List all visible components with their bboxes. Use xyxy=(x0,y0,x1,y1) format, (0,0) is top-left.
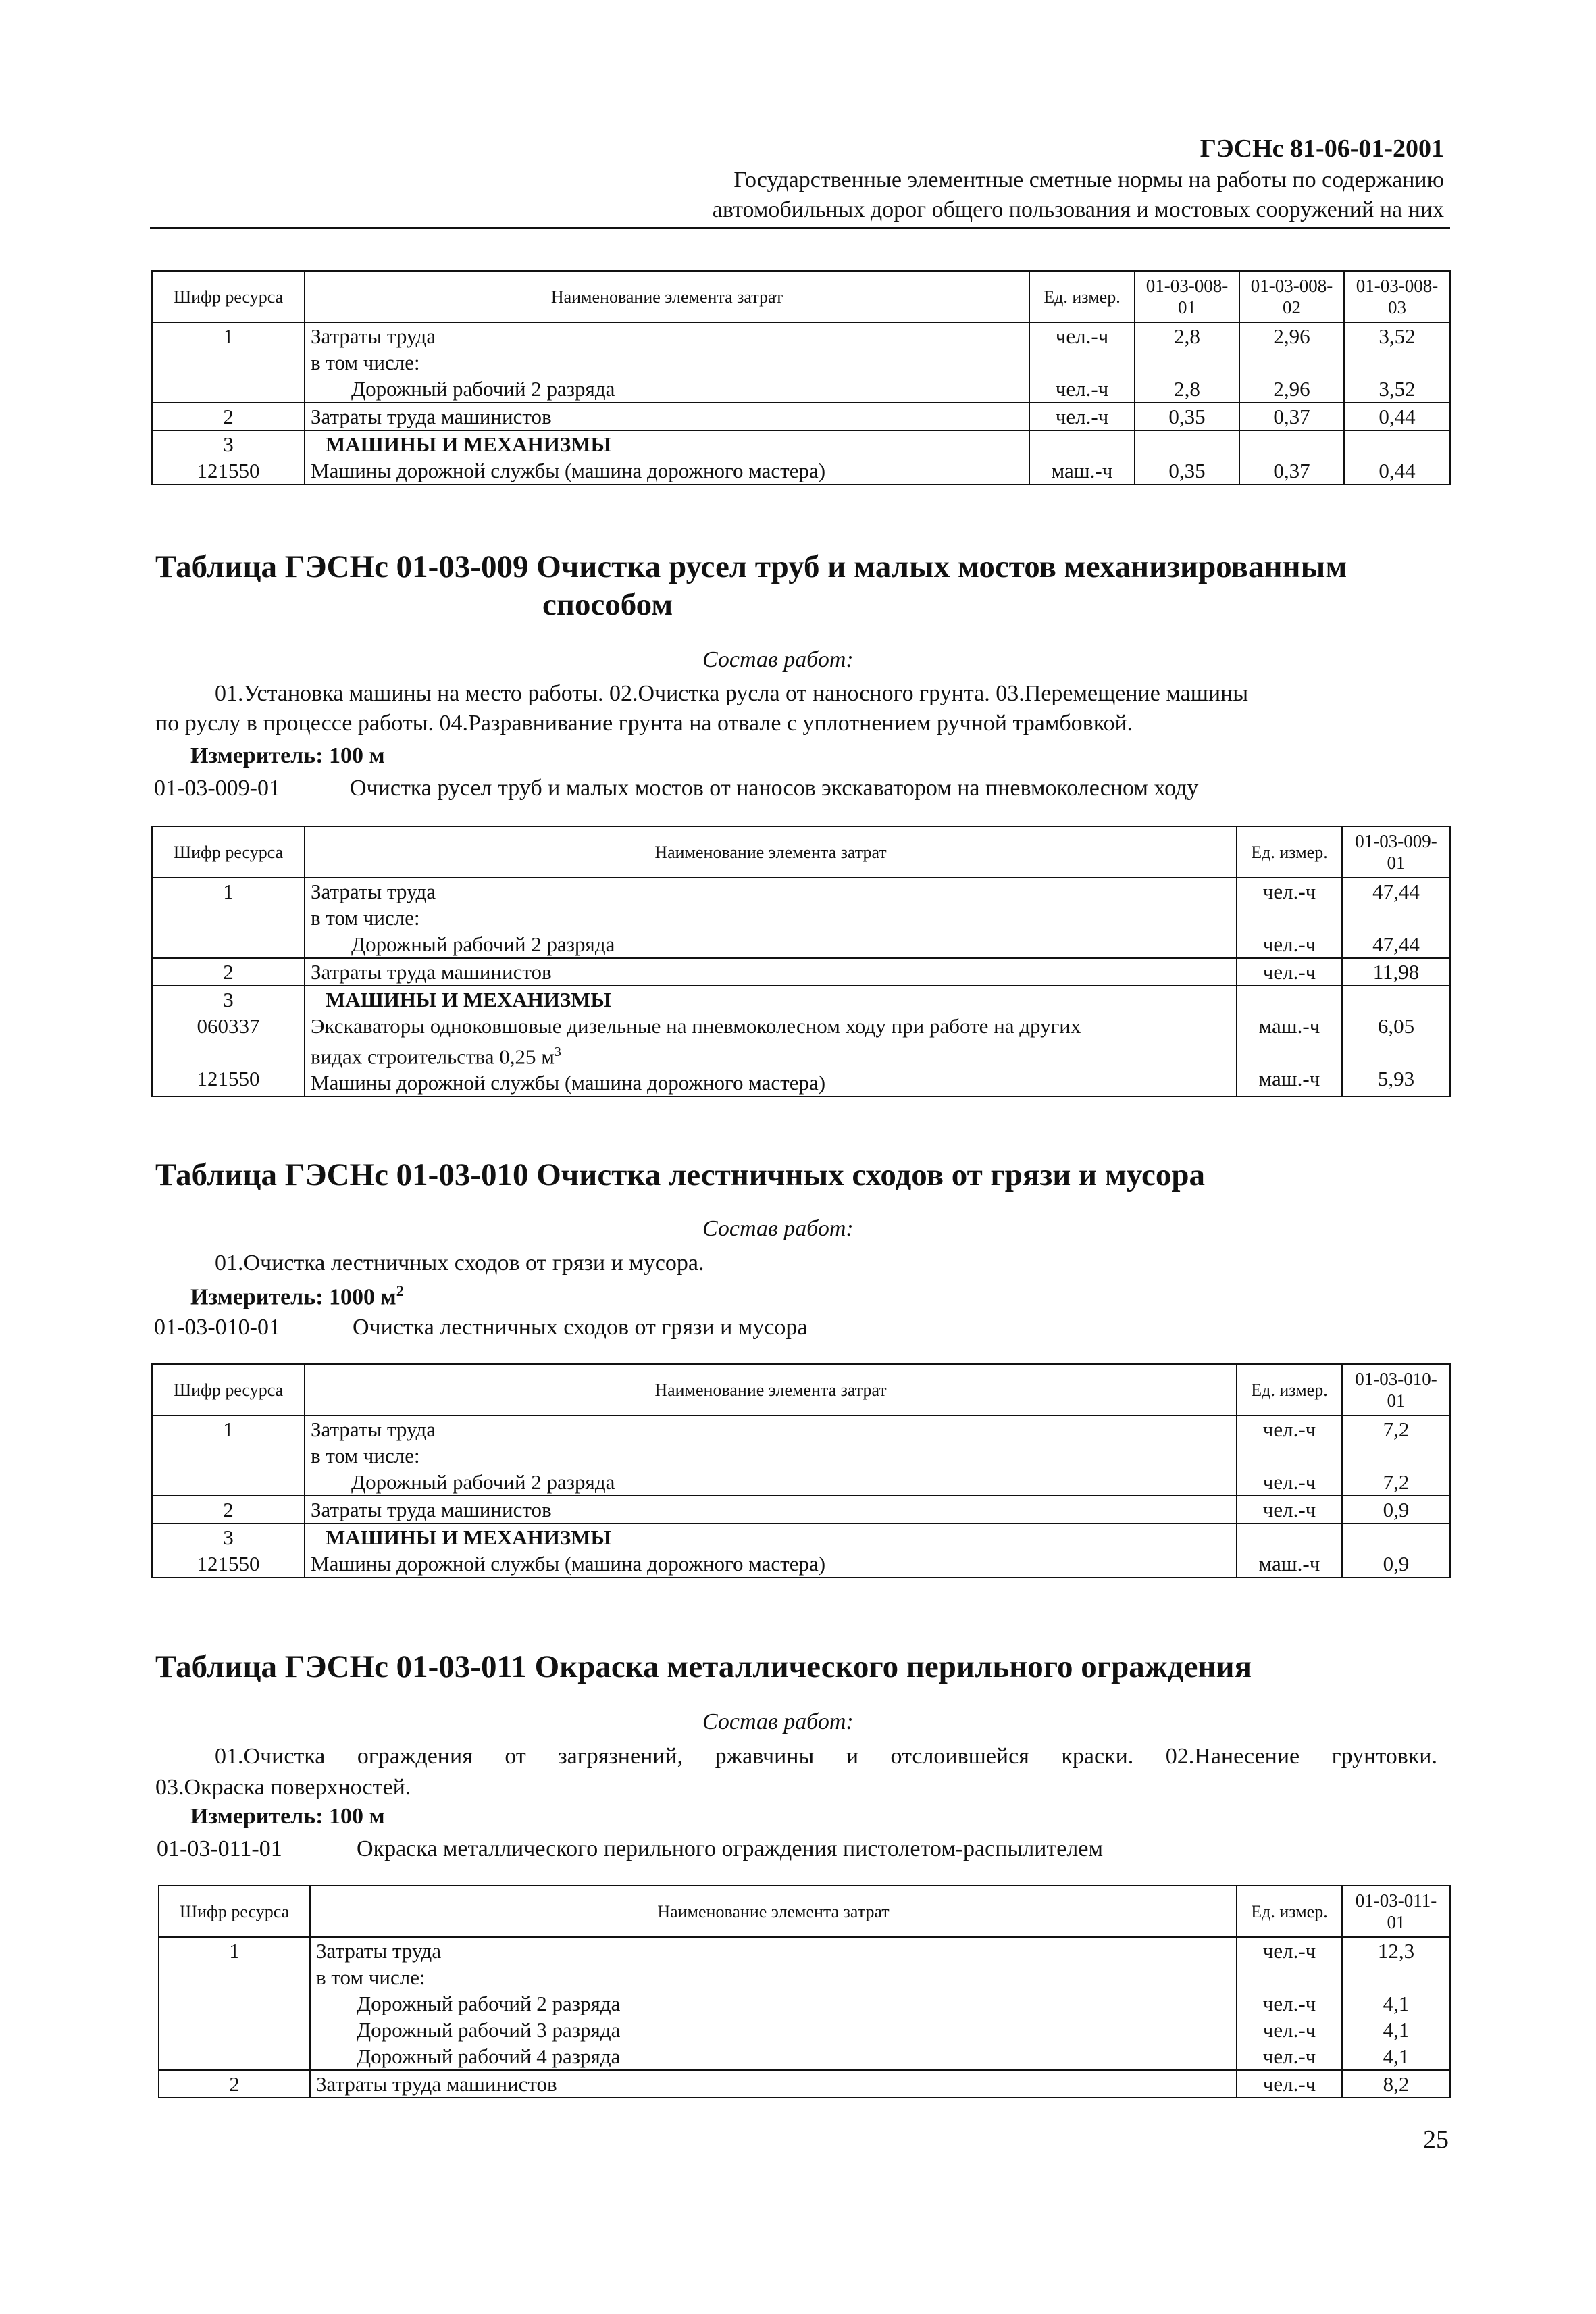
resource-code: 2 xyxy=(152,403,305,430)
cost-subitem: Дорожный рабочий 3 разряда xyxy=(357,2018,621,2042)
cost-name: Затраты труда xyxy=(311,1417,436,1441)
header-rule xyxy=(150,227,1450,229)
resource-code: 2 xyxy=(152,958,305,986)
table-row xyxy=(152,403,1450,430)
unit: чел.-ч xyxy=(1262,1470,1316,1494)
value: 0,44 xyxy=(1379,459,1416,482)
table-row xyxy=(152,958,1450,986)
subsection-name: Очистка лестничных сходов от грязи и мусора xyxy=(353,1315,808,1340)
resource-code: 121550 xyxy=(197,1552,260,1576)
cost-name: Затраты труда машинистов xyxy=(310,2070,1237,2098)
col-name: Наименование элемента затрат xyxy=(305,1364,1237,1415)
cost-name: Затраты труда xyxy=(316,1939,442,1963)
section-title-cont: способом xyxy=(542,587,673,622)
unit: чел.-ч xyxy=(1262,880,1316,903)
resource-code: 121550 xyxy=(197,1067,260,1090)
col-code: 01-03-008-01 xyxy=(1135,271,1239,322)
subsection-name: Окраска металлического перильного ограждения пистолетом-распылителем xyxy=(357,1836,1103,1861)
value: 4,1 xyxy=(1383,2018,1410,2042)
cost-name: Экскаваторы одноковшовые дизельные на пневмоколесном ходу при работе на других xyxy=(311,1014,1081,1038)
col-resource: Шифр ресурса xyxy=(152,271,305,322)
table-row xyxy=(152,1496,1450,1524)
col-unit: Ед. измер. xyxy=(1237,826,1342,878)
unit: чел.-ч xyxy=(1262,932,1316,956)
unit: чел.-ч xyxy=(1262,2044,1316,2068)
unit: чел.-ч xyxy=(1262,1992,1316,2015)
value: 8,2 xyxy=(1342,2070,1450,2098)
subsection-code: 01-03-009-01 xyxy=(154,776,280,801)
col-code: 01-03-009-01 xyxy=(1342,826,1450,878)
page-number: 25 xyxy=(1423,2126,1449,2154)
col-code: 01-03-010-01 xyxy=(1342,1364,1450,1415)
table-row xyxy=(152,1415,1450,1496)
resource-code: 121550 xyxy=(197,459,260,482)
col-resource: Шифр ресурса xyxy=(159,1886,310,1937)
col-code: 01-03-008-02 xyxy=(1239,271,1344,322)
resource-code: 2 xyxy=(159,2070,310,2098)
resource-code: 3 xyxy=(223,1526,234,1549)
value: 0,44 xyxy=(1344,403,1450,430)
work-composition-text: по руслу в процессе работы. 04.Разравнивание грунта на отвале с уплотнением ручной трамбовкой. xyxy=(155,711,1133,736)
cost-subitem: Дорожный рабочий 2 разряда xyxy=(351,932,615,956)
resource-code: 3 xyxy=(223,432,234,456)
resource-code: 1 xyxy=(152,322,305,403)
col-resource: Шифр ресурса xyxy=(152,1364,305,1415)
cost-subitem: Дорожный рабочий 2 разряда xyxy=(351,1470,615,1494)
resource-code: 3 xyxy=(223,988,234,1011)
value: 7,2 xyxy=(1383,1417,1410,1441)
unit: чел.-ч xyxy=(1055,377,1109,401)
value: 2,96 xyxy=(1273,324,1310,348)
work-composition-text: 01.Очистка лестничных сходов от грязи и мусора. xyxy=(215,1251,704,1276)
table-row xyxy=(152,430,1450,484)
cost-name: Машины дорожной службы (машина дорожного мастера) xyxy=(311,1552,826,1576)
table-010 xyxy=(151,1363,1451,1578)
table-row xyxy=(159,2070,1450,2098)
col-resource: Шифр ресурса xyxy=(152,826,305,878)
value: 2,8 xyxy=(1174,324,1200,348)
unit: чел.-ч xyxy=(1237,958,1342,986)
table-row xyxy=(152,1524,1450,1578)
value: 2,96 xyxy=(1273,377,1310,401)
measure: Измеритель: 100 м xyxy=(190,743,385,768)
table-row xyxy=(152,322,1450,403)
document-code: ГЭСНс 81-06-01-2001 xyxy=(1200,134,1444,163)
col-name: Наименование элемента затрат xyxy=(305,826,1237,878)
cost-name: Затраты труда xyxy=(311,880,436,903)
value: 11,98 xyxy=(1342,958,1450,986)
resource-code: 1 xyxy=(152,1415,305,1496)
cost-name: Машины дорожной службы (машина дорожного мастера) xyxy=(311,1071,826,1095)
superscript: 3 xyxy=(554,1045,561,1059)
table-011 xyxy=(158,1885,1451,2098)
cost-sub: в том числе: xyxy=(316,1965,426,1989)
unit: чел.-ч xyxy=(1237,1496,1342,1524)
subsection-code: 01-03-011-01 xyxy=(157,1836,282,1861)
value: 3,52 xyxy=(1379,324,1416,348)
value: 2,8 xyxy=(1174,377,1200,401)
unit: чел.-ч xyxy=(1029,403,1135,430)
value: 4,1 xyxy=(1383,1992,1410,2015)
value: 0,37 xyxy=(1273,459,1310,482)
section-title: Таблица ГЭСНс 01-03-009 Очистка русел труб и малых мостов механизированным xyxy=(155,549,1347,584)
value: 0,9 xyxy=(1342,1496,1450,1524)
section-heading: МАШИНЫ И МЕХАНИЗМЫ xyxy=(326,432,611,456)
work-composition-label: Состав работ: xyxy=(702,647,854,672)
unit: маш.-ч xyxy=(1258,1067,1320,1090)
work-composition-text: 03.Окраска поверхностей. xyxy=(155,1775,411,1800)
value: 47,44 xyxy=(1372,932,1420,956)
unit: маш.-ч xyxy=(1258,1552,1320,1576)
unit: чел.-ч xyxy=(1262,1939,1316,1963)
col-code: 01-03-011-01 xyxy=(1342,1886,1450,1937)
cost-name: видах строительства 0,25 м xyxy=(311,1045,555,1069)
value: 0,35 xyxy=(1135,403,1239,430)
table-row xyxy=(159,1937,1450,2070)
section-heading: МАШИНЫ И МЕХАНИЗМЫ xyxy=(326,1526,611,1549)
value: 5,93 xyxy=(1377,1067,1415,1090)
unit: чел.-ч xyxy=(1237,2070,1342,2098)
unit: чел.-ч xyxy=(1262,2018,1316,2042)
table-008 xyxy=(151,270,1451,485)
cost-sub: в том числе: xyxy=(311,906,420,930)
work-composition-text: 01.Очистка ограждения от загрязнений, ржавчины и отслоившейся краски. 02.Нанесение грунтовки. xyxy=(215,1744,1437,1769)
value: 0,37 xyxy=(1239,403,1344,430)
value: 3,52 xyxy=(1379,377,1416,401)
work-composition-text: 01.Установка машины на место работы. 02.Очистка русла от наносного грунта. 03.Перемещение машины xyxy=(215,681,1249,706)
cost-subitem: Дорожный рабочий 2 разряда xyxy=(351,377,615,401)
cost-name: Затраты труда машинистов xyxy=(305,1496,1237,1524)
resource-code: 060337 xyxy=(197,1014,260,1038)
value: 0,35 xyxy=(1168,459,1206,482)
header-line-2: автомобильных дорог общего пользования и мостовых сооружений на них xyxy=(712,197,1444,222)
subsection-name: Очистка русел труб и малых мостов от наносов экскаватором на пневмоколесном ходу xyxy=(350,776,1199,801)
cost-name: Машины дорожной службы (машина дорожного мастера) xyxy=(311,459,826,482)
cost-name: Затраты труда xyxy=(311,324,436,348)
cost-sub: в том числе: xyxy=(311,351,420,374)
value: 4,1 xyxy=(1383,2044,1410,2068)
col-unit: Ед. измер. xyxy=(1237,1886,1342,1937)
cost-name: Затраты труда машинистов xyxy=(305,403,1029,430)
unit: чел.-ч xyxy=(1262,1417,1316,1441)
work-composition-label: Состав работ: xyxy=(702,1216,854,1241)
cost-sub: в том числе: xyxy=(311,1444,420,1467)
resource-code: 1 xyxy=(159,1937,310,2070)
value: 12,3 xyxy=(1377,1939,1415,1963)
section-title: Таблица ГЭСНс 01-03-011 Окраска металлического перильного ограждения xyxy=(155,1649,1252,1684)
value: 0,9 xyxy=(1383,1552,1410,1576)
unit: маш.-ч xyxy=(1051,459,1113,482)
unit: чел.-ч xyxy=(1055,324,1109,348)
resource-code: 1 xyxy=(152,878,305,958)
section-title: Таблица ГЭСНс 01-03-010 Очистка лестничных сходов от грязи и мусора xyxy=(155,1157,1205,1192)
work-composition-label: Состав работ: xyxy=(702,1709,854,1734)
col-name: Наименование элемента затрат xyxy=(305,271,1029,322)
col-name: Наименование элемента затрат xyxy=(310,1886,1237,1937)
table-row xyxy=(152,986,1450,1097)
subsection-code: 01-03-010-01 xyxy=(154,1315,280,1340)
header-line-1: Государственные элементные сметные нормы на работы по содержанию xyxy=(733,168,1444,193)
unit: маш.-ч xyxy=(1258,1014,1320,1038)
value: 47,44 xyxy=(1372,880,1420,903)
value: 6,05 xyxy=(1377,1014,1415,1038)
section-heading: МАШИНЫ И МЕХАНИЗМЫ xyxy=(326,988,611,1011)
value: 7,2 xyxy=(1383,1470,1410,1494)
table-009 xyxy=(151,826,1451,1097)
cost-subitem: Дорожный рабочий 4 разряда xyxy=(357,2044,621,2068)
table-row xyxy=(152,878,1450,958)
col-unit: Ед. измер. xyxy=(1237,1364,1342,1415)
col-unit: Ед. измер. xyxy=(1029,271,1135,322)
resource-code: 2 xyxy=(152,1496,305,1524)
measure: Измеритель: 1000 $м^2$ xyxy=(190,1282,404,1310)
col-code: 01-03-008-03 xyxy=(1344,271,1450,322)
cost-name: Затраты труда машинистов xyxy=(305,958,1237,986)
measure: Измеритель: 100 м xyxy=(190,1804,385,1829)
cost-subitem: Дорожный рабочий 2 разряда xyxy=(357,1992,621,2015)
